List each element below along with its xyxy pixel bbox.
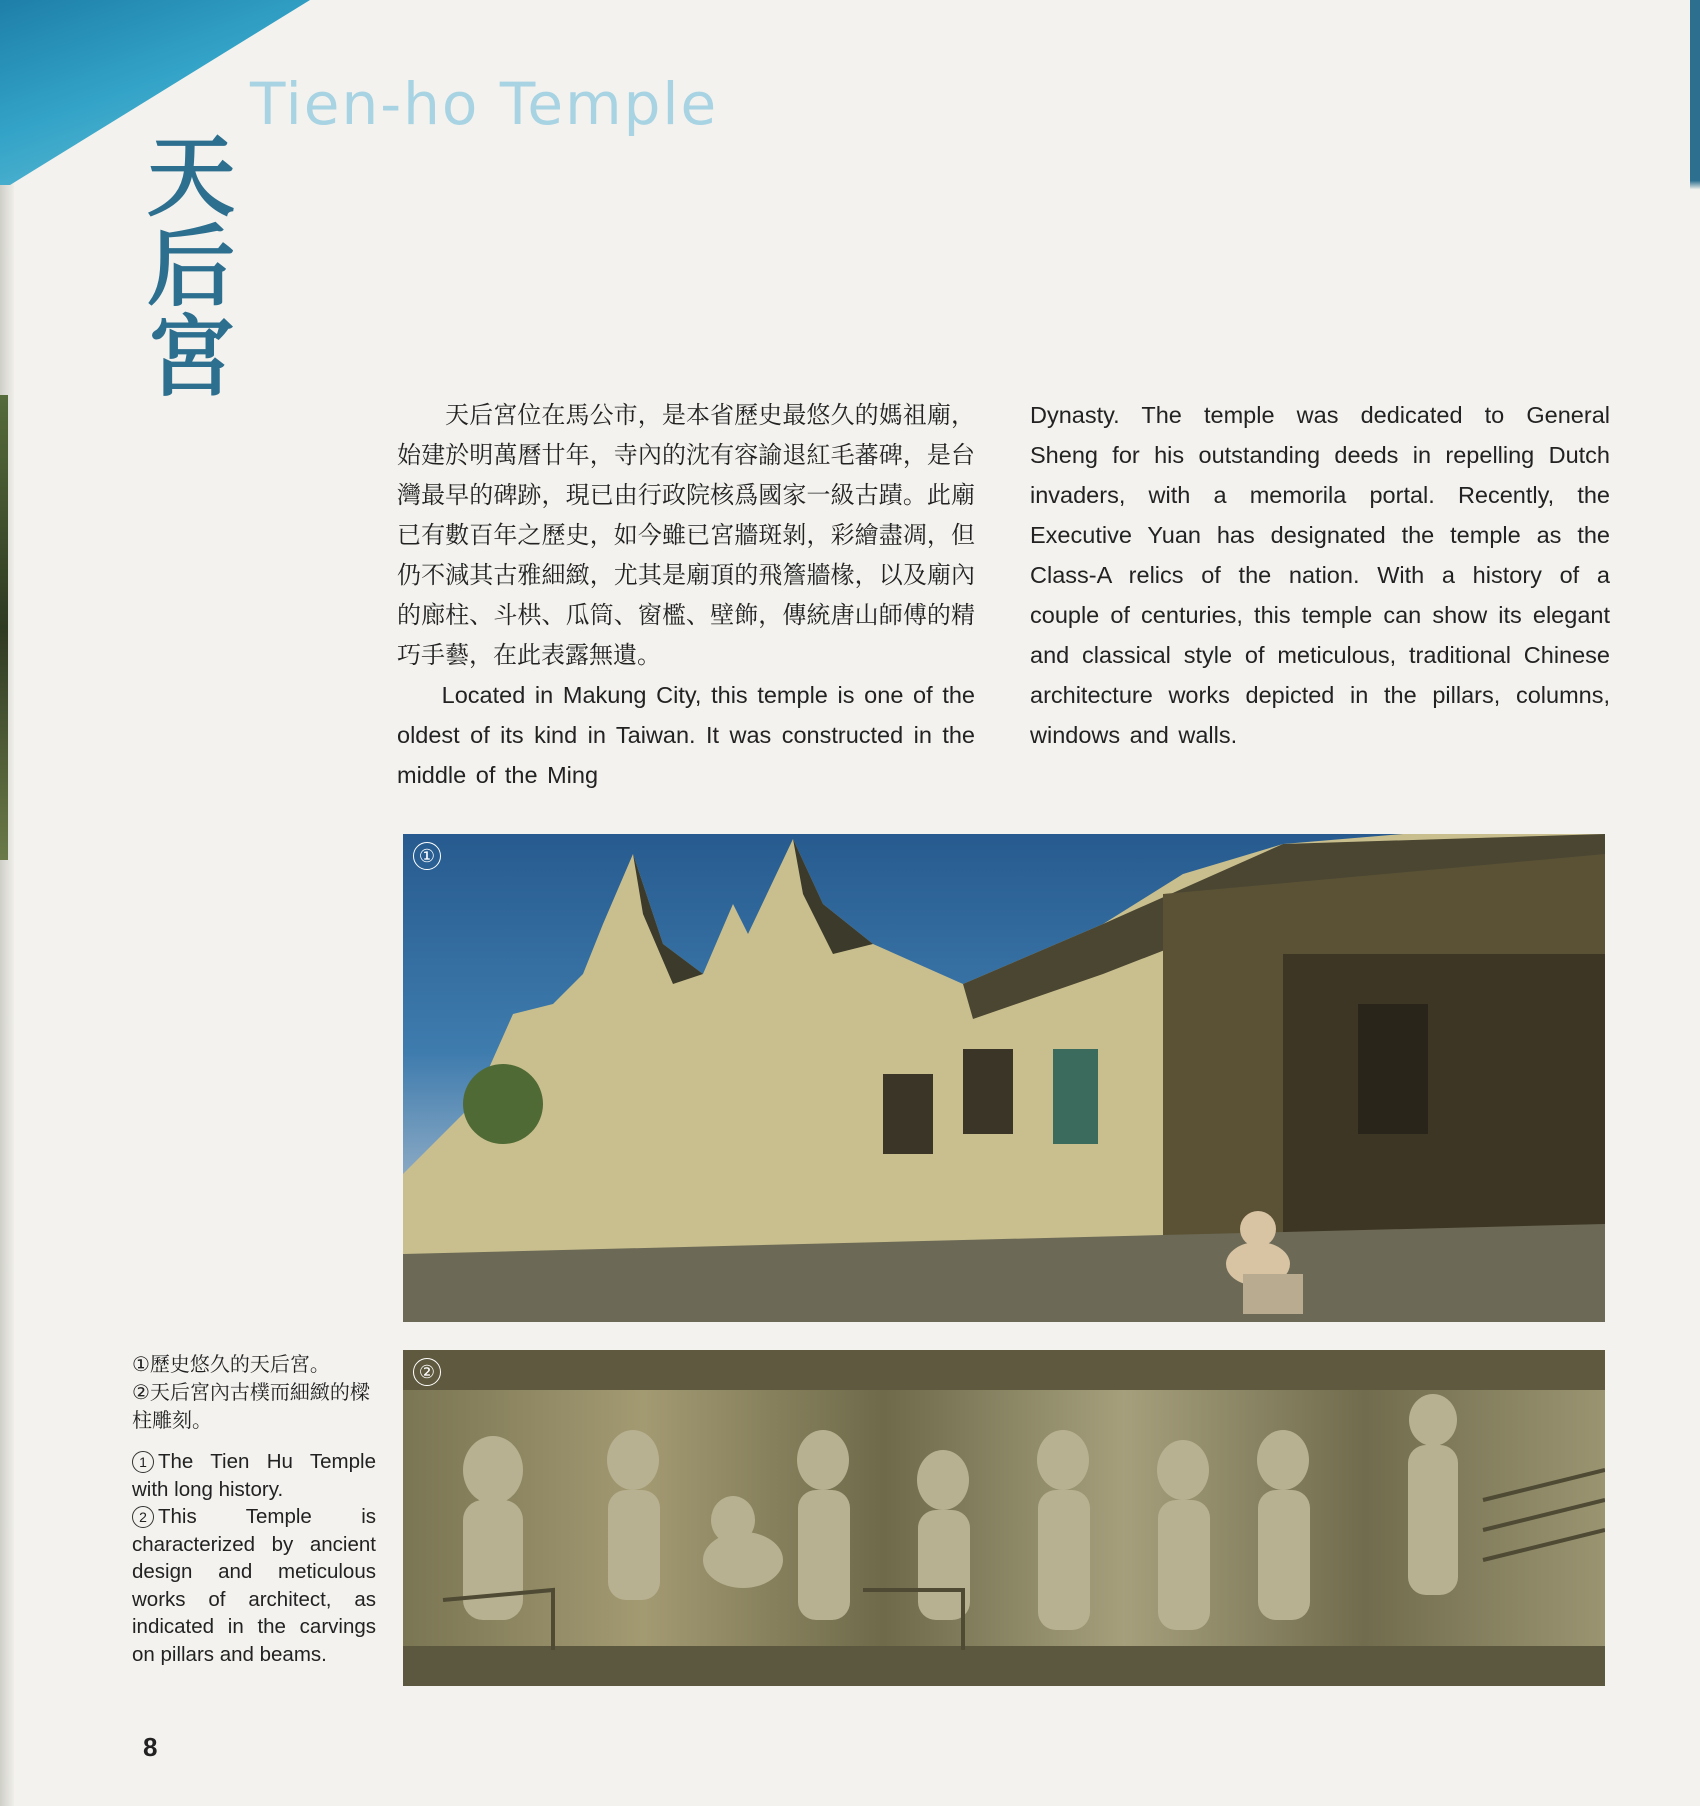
- caption-chinese-2: ②天后宮內古樸而細緻的樑柱雕刻。: [132, 1380, 370, 1432]
- caption-chinese-1: ①歷史悠久的天后宮。: [132, 1352, 330, 1376]
- caption-number-1: 1: [132, 1451, 154, 1473]
- text-column-left: [397, 395, 975, 795]
- photo-number-badge: ②: [413, 1358, 441, 1386]
- adjacent-page-strip: [0, 395, 8, 860]
- page-number: 8: [143, 1732, 158, 1762]
- title-english: Tien-ho Temple: [250, 70, 719, 138]
- text-column-right: [1030, 395, 1610, 755]
- title-chinese: 天后宮: [133, 130, 236, 400]
- page-binding-edge: [0, 0, 14, 1806]
- temple-exterior-illustration: [403, 834, 1605, 1322]
- temple-exterior-photo: [403, 834, 1605, 1322]
- photo-captions: [132, 1350, 376, 1668]
- carving-illustration: [403, 1350, 1605, 1686]
- caption-english-2: This Temple is characterized by ancient design and meticulous works of architect, as indicated in the carvings on pillars and beams.: [132, 1505, 376, 1666]
- english-paragraph-part1: Located in Makung City, this temple is one of the oldest of its kind in Taiwan. It was constructed in the middle of the Ming: [397, 682, 975, 788]
- temple-carving-photo: [403, 1350, 1605, 1686]
- caption-english-1: The Tien Hu Temple with long history.: [132, 1450, 376, 1501]
- chinese-paragraph: 天后宮位在馬公市，是本省歷史最悠久的媽祖廟，始建於明萬曆廿年，寺內的沈有容諭退紅毛蕃碑，是台灣最早的碑跡，現已由行政院核爲國家一級古蹟。此廟已有數百年之歷史，如今雖已宮牆斑剝，彩繪盡凋，但仍不減其古雅細緻，尤其是廟頂的飛簷牆椽，以及廟內的廊柱、斗栱、瓜筒、窗檻、壁飾，傳統唐山師傅的精巧手藝，在此表露無遺。: [397, 401, 975, 669]
- caption-english: [132, 1448, 376, 1668]
- right-page-edge: [1690, 0, 1700, 1806]
- english-paragraph-part2: Dynasty. The temple was dedicated to General Sheng for his outstanding deeds in repelling Dutch invaders, with a memorila portal. Recently, the Executive Yuan has designated the temple as the Class-A relics of the nation. With a history of a couple of centuries, this temple can show its elegant and classical style of meticulous, traditional Chinese architecture works depicted in the pillars, columns, windows and walls.: [1030, 402, 1610, 748]
- photo-number-badge: ①: [413, 842, 441, 870]
- caption-chinese: [132, 1350, 376, 1434]
- caption-number-2: 2: [132, 1506, 154, 1528]
